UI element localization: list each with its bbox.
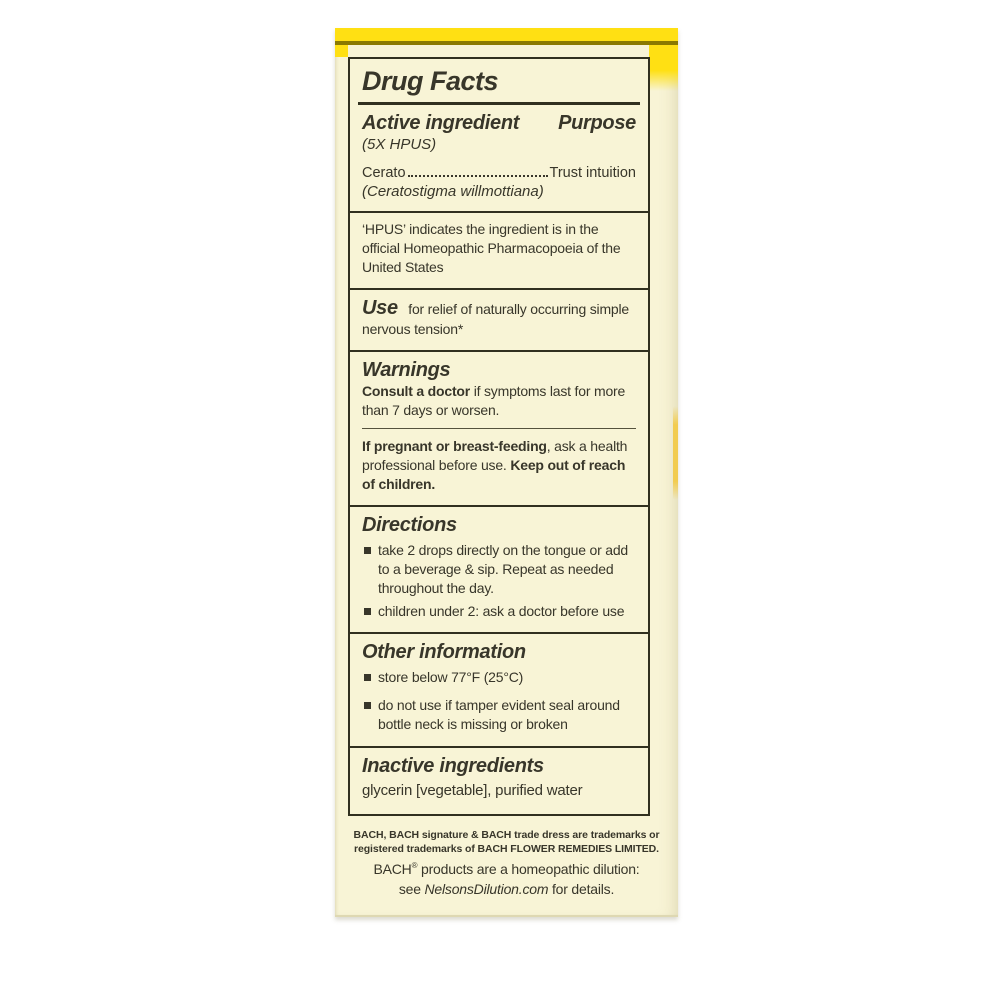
bullet-square-icon <box>364 674 371 681</box>
website-line-suffix: for details. <box>548 880 615 897</box>
product-box-panel <box>335 28 678 917</box>
purpose-value: Trust intuition <box>549 165 636 181</box>
purpose-heading: Purpose <box>558 112 636 134</box>
use-heading: Use <box>362 297 398 320</box>
bullet-square-icon <box>364 608 371 615</box>
other-information-heading: Other information <box>362 641 526 664</box>
warnings-pregnant-paragraph <box>362 437 636 494</box>
directions-bullet-2 <box>362 602 636 621</box>
keep-out-bold: Keep out of reach of children. <box>362 457 626 493</box>
potency-text: (5X HPUS) <box>362 136 437 153</box>
yellow-corner-tab-right <box>649 45 678 91</box>
directions-bullet-1-text: take 2 drops directly on the tongue or add to a beverage & sip. Repeat as needed throughout the day. <box>378 542 628 597</box>
bullet-square-icon <box>364 547 371 554</box>
website-line-prefix: see <box>398 880 425 897</box>
directions-bullet-1 <box>362 541 636 598</box>
brand-name: BACH <box>373 861 412 878</box>
other-info-bullet-2 <box>362 696 636 734</box>
warnings-heading: Warnings <box>362 359 451 382</box>
pregnant-bold: If pregnant or breast-feeding <box>362 438 547 455</box>
dilution-statement-rest: products are a homeopathic dilution: <box>417 861 640 878</box>
bullet-square-icon <box>364 702 371 709</box>
active-ingredient-heading: Active ingredient <box>362 112 520 134</box>
trademark-notice: BACH, BACH signature & BACH trade dress are trademarks or registered trademarks of BACH FLOWER REMEDIES LIMITED. <box>353 828 660 856</box>
website-line <box>350 880 663 900</box>
section-hpus-note <box>350 211 648 288</box>
box-top-yellow-band <box>335 28 678 41</box>
hpus-note-text: ‘HPUS’ indicates the ingredient is in the official Homeopathic Pharmacopoeia of the United States <box>362 221 621 276</box>
active-heading-row <box>362 112 636 135</box>
section-active-ingredient <box>360 105 638 211</box>
warnings-consult-paragraph <box>362 382 636 420</box>
use-text: for relief of naturally occurring simple nervous tension* <box>362 301 630 338</box>
box-gold-trim-line <box>335 41 678 45</box>
registered-mark: ® <box>411 861 418 871</box>
drug-facts-title: Drug Facts <box>362 66 499 96</box>
drug-facts-panel <box>348 57 650 816</box>
inactive-ingredients-heading: Inactive ingredients <box>362 754 544 777</box>
consult-doctor-rest: if symptoms last for more than 7 days or worsen. <box>362 383 626 419</box>
consult-doctor-bold: Consult a doctor <box>362 383 471 400</box>
ingredient-row <box>362 165 636 181</box>
section-directions <box>350 505 648 632</box>
directions-bullet-2-text: children under 2: ask a doctor before use <box>378 603 625 620</box>
section-warnings <box>350 350 648 505</box>
other-info-bullet-1-text: store below 77°F (25°C) <box>378 669 524 686</box>
section-use <box>350 288 648 350</box>
other-info-bullet-1 <box>362 668 636 687</box>
dilution-statement <box>350 860 663 880</box>
section-other-information <box>350 632 648 745</box>
box-footer <box>335 826 678 900</box>
yellow-corner-tab-left <box>335 45 348 57</box>
inactive-ingredients-text: glycerin [vegetable], purified water <box>362 781 583 799</box>
directions-heading: Directions <box>362 514 457 537</box>
other-info-bullet-2-text: do not use if tamper evident seal around bottle neck is missing or broken <box>378 697 620 733</box>
section-inactive-ingredients <box>350 746 648 812</box>
website-url: NelsonsDilution.com <box>424 880 549 897</box>
box-edge-highlight <box>673 406 678 500</box>
dotted-leader <box>408 175 548 177</box>
ingredient-name: Cerato <box>362 165 406 181</box>
botanical-name: (Ceratostigma willmottiana) <box>362 183 544 200</box>
pregnant-rest: , ask a health professional before use. <box>362 438 628 474</box>
warnings-inner-divider <box>362 428 636 429</box>
